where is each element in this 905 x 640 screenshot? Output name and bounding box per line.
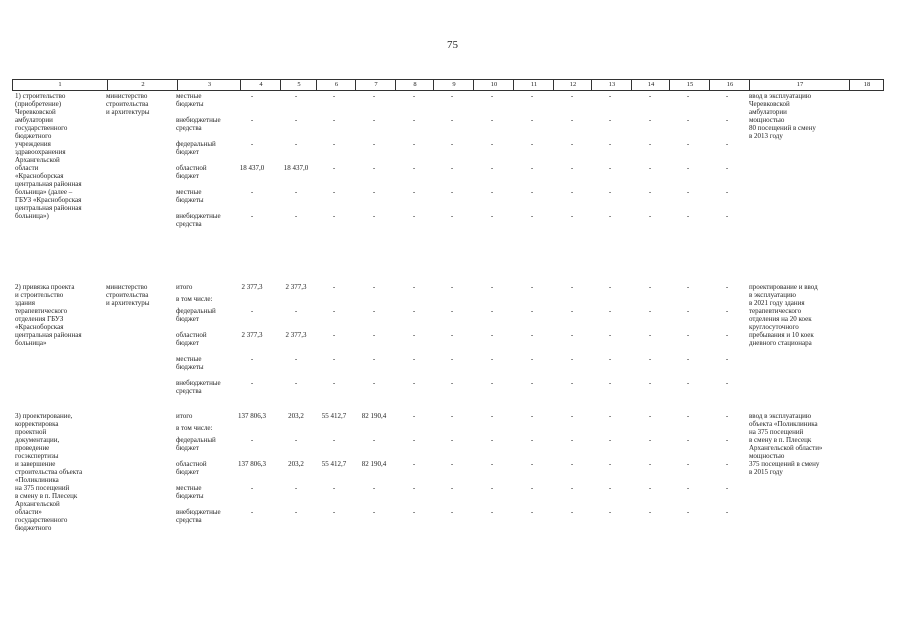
- funding-source: внебюджетные средства: [176, 379, 221, 395]
- cell-value: -: [294, 116, 298, 124]
- cell-value: -: [332, 283, 336, 291]
- cell-value: 137 806,3: [238, 460, 266, 468]
- cell-value: -: [608, 460, 612, 468]
- cell-value: -: [450, 188, 454, 196]
- funding-source: федеральный бюджет: [176, 436, 216, 452]
- cell-value: -: [648, 164, 652, 172]
- cell-value: -: [412, 283, 416, 291]
- cell-value: -: [570, 116, 574, 124]
- cell-value: -: [294, 188, 298, 196]
- cell-value: -: [648, 188, 652, 196]
- cell-value: -: [648, 436, 652, 444]
- funding-source: областной бюджет: [176, 460, 207, 476]
- cell-value: 55 412,7: [321, 460, 347, 468]
- cell-value: -: [530, 116, 534, 124]
- cell-value: 18 437,0: [239, 164, 265, 172]
- cell-value: -: [725, 484, 729, 492]
- cell-value: -: [608, 140, 612, 148]
- cell-value: 203,2: [288, 412, 304, 420]
- cell-value: -: [608, 331, 612, 339]
- cell-value: -: [450, 140, 454, 148]
- header-col-17: 17: [749, 80, 850, 90]
- cell-value: -: [294, 140, 298, 148]
- cell-value: -: [570, 212, 574, 220]
- funding-source: внебюджетные средства: [176, 508, 221, 524]
- cell-value: -: [332, 508, 336, 516]
- header-col-18: 18: [849, 80, 884, 90]
- item-description: 1) строительство (приобретение) Черевковской амбулатории государственного бюджетного учреждения здравоохранения Архангельской области «Красноборская центральная районная больница» (далее – ГБУЗ «Красноборская центральная районная больница»): [15, 92, 82, 220]
- cell-value: -: [294, 355, 298, 363]
- cell-value: -: [570, 140, 574, 148]
- header-col-11: 11: [513, 80, 554, 90]
- cell-value: -: [530, 307, 534, 315]
- cell-value: -: [450, 460, 454, 468]
- cell-value: -: [332, 188, 336, 196]
- cell-value: -: [686, 355, 690, 363]
- cell-value: -: [608, 212, 612, 220]
- cell-value: -: [530, 92, 534, 100]
- cell-value: -: [294, 484, 298, 492]
- cell-value: -: [725, 212, 729, 220]
- cell-value: -: [725, 283, 729, 291]
- cell-value: -: [570, 460, 574, 468]
- cell-value: -: [372, 436, 376, 444]
- cell-value: -: [570, 412, 574, 420]
- cell-value: -: [648, 307, 652, 315]
- cell-value: -: [570, 379, 574, 387]
- cell-value: -: [686, 484, 690, 492]
- cell-value: -: [332, 331, 336, 339]
- cell-value: -: [530, 484, 534, 492]
- cell-value: -: [490, 116, 494, 124]
- cell-value: -: [490, 140, 494, 148]
- cell-value: -: [648, 355, 652, 363]
- cell-value: -: [686, 164, 690, 172]
- cell-value: -: [332, 164, 336, 172]
- cell-value: -: [608, 164, 612, 172]
- cell-value: -: [608, 508, 612, 516]
- cell-value: -: [686, 92, 690, 100]
- cell-value: -: [608, 307, 612, 315]
- cell-value: -: [332, 307, 336, 315]
- cell-value: -: [412, 508, 416, 516]
- cell-value: -: [332, 355, 336, 363]
- cell-value: -: [648, 92, 652, 100]
- cell-value: -: [372, 508, 376, 516]
- cell-value: -: [490, 436, 494, 444]
- header-col-2: 2: [107, 80, 178, 90]
- header-col-10: 10: [473, 80, 514, 90]
- cell-value: -: [608, 484, 612, 492]
- cell-value: -: [648, 116, 652, 124]
- cell-value: -: [372, 307, 376, 315]
- cell-value: -: [570, 164, 574, 172]
- cell-value: -: [648, 331, 652, 339]
- item-description: 2) привязка проекта и строительство здания терапевтического отделения ГБУЗ «Красноборская центральная районная больница»: [15, 283, 82, 347]
- cell-value: -: [450, 331, 454, 339]
- cell-value: -: [686, 412, 690, 420]
- cell-value: -: [608, 188, 612, 196]
- cell-value: -: [686, 188, 690, 196]
- cell-value: -: [686, 116, 690, 124]
- cell-value: -: [372, 379, 376, 387]
- cell-value: -: [372, 212, 376, 220]
- cell-value: -: [294, 436, 298, 444]
- cell-value: -: [570, 355, 574, 363]
- cell-value: -: [450, 116, 454, 124]
- cell-value: -: [530, 140, 534, 148]
- funding-source: внебюджетные средства: [176, 212, 221, 228]
- cell-value: -: [450, 307, 454, 315]
- funding-source: внебюджетные средства: [176, 116, 221, 132]
- cell-value: -: [490, 212, 494, 220]
- cell-value: -: [648, 283, 652, 291]
- expected-result: ввод в эксплуатацию объекта «Поликлиника на 375 посещений в смену в п. Плесецк Архангельской области» мощностью 375 посещений в смену в 2015 году: [749, 412, 823, 476]
- cell-value: -: [608, 379, 612, 387]
- cell-value: -: [412, 140, 416, 148]
- cell-value: -: [570, 436, 574, 444]
- funding-source: местные бюджеты: [176, 92, 204, 108]
- cell-value: -: [372, 116, 376, 124]
- header-col-13: 13: [591, 80, 632, 90]
- cell-value: -: [725, 307, 729, 315]
- cell-value: -: [608, 116, 612, 124]
- cell-value: -: [648, 212, 652, 220]
- cell-value: -: [725, 164, 729, 172]
- cell-value: -: [450, 355, 454, 363]
- cell-value: -: [490, 188, 494, 196]
- cell-value: -: [530, 379, 534, 387]
- cell-value: -: [570, 331, 574, 339]
- cell-value: -: [332, 116, 336, 124]
- cell-value: -: [686, 460, 690, 468]
- cell-value: -: [648, 412, 652, 420]
- cell-value: -: [725, 92, 729, 100]
- cell-value: 18 437,0: [283, 164, 309, 172]
- cell-value: -: [570, 283, 574, 291]
- cell-value: -: [372, 92, 376, 100]
- cell-value: -: [412, 92, 416, 100]
- cell-value: -: [412, 436, 416, 444]
- funding-source: в том числе:: [176, 424, 213, 432]
- cell-value: -: [725, 436, 729, 444]
- cell-value: -: [570, 307, 574, 315]
- page-number: 75: [447, 39, 458, 51]
- cell-value: -: [648, 460, 652, 468]
- cell-value: -: [412, 188, 416, 196]
- cell-value: -: [372, 283, 376, 291]
- cell-value: -: [530, 508, 534, 516]
- header-col-7: 7: [355, 80, 396, 90]
- cell-value: -: [372, 331, 376, 339]
- cell-value: -: [686, 379, 690, 387]
- responsible-executor: министерство строительства и архитектуры: [106, 283, 150, 307]
- cell-value: -: [412, 212, 416, 220]
- cell-value: -: [412, 484, 416, 492]
- cell-value: -: [648, 379, 652, 387]
- expected-result: ввод в эксплуатацию Черевковской амбулатории мощностью 80 посещений в смену в 2013 году: [749, 92, 816, 140]
- cell-value: -: [450, 508, 454, 516]
- cell-value: -: [490, 379, 494, 387]
- cell-value: -: [412, 379, 416, 387]
- cell-value: -: [250, 436, 254, 444]
- cell-value: -: [490, 283, 494, 291]
- cell-value: -: [490, 355, 494, 363]
- cell-value: -: [490, 164, 494, 172]
- cell-value: 2 377,3: [241, 283, 263, 291]
- cell-value: -: [490, 412, 494, 420]
- cell-value: -: [250, 379, 254, 387]
- cell-value: -: [570, 508, 574, 516]
- cell-value: -: [725, 460, 729, 468]
- cell-value: -: [450, 412, 454, 420]
- funding-source: местные бюджеты: [176, 188, 204, 204]
- cell-value: -: [294, 92, 298, 100]
- cell-value: -: [686, 508, 690, 516]
- cell-value: -: [490, 460, 494, 468]
- funding-source: итого: [176, 283, 193, 291]
- cell-value: -: [570, 92, 574, 100]
- cell-value: -: [725, 508, 729, 516]
- cell-value: -: [250, 188, 254, 196]
- funding-source: областной бюджет: [176, 164, 207, 180]
- cell-value: -: [530, 283, 534, 291]
- funding-source: областной бюджет: [176, 331, 207, 347]
- cell-value: -: [450, 436, 454, 444]
- cell-value: -: [294, 379, 298, 387]
- cell-value: -: [686, 307, 690, 315]
- cell-value: -: [725, 412, 729, 420]
- item-description: 3) проектирование, корректировка проектной документации, проведение госэкспертизы и завершение строительства объекта «Поликлиника на 375 посещений в смену в п. Плесецк Архангельской области» государственного бюджетного: [15, 412, 83, 532]
- cell-value: -: [530, 436, 534, 444]
- cell-value: -: [608, 355, 612, 363]
- cell-value: 2 377,3: [241, 331, 263, 339]
- cell-value: -: [530, 460, 534, 468]
- cell-value: -: [490, 508, 494, 516]
- cell-value: -: [648, 508, 652, 516]
- cell-value: -: [490, 307, 494, 315]
- cell-value: -: [608, 283, 612, 291]
- cell-value: 203,2: [288, 460, 304, 468]
- cell-value: -: [686, 436, 690, 444]
- cell-value: -: [250, 212, 254, 220]
- cell-value: -: [450, 92, 454, 100]
- cell-value: -: [608, 92, 612, 100]
- cell-value: -: [412, 164, 416, 172]
- cell-value: -: [608, 436, 612, 444]
- cell-value: -: [412, 412, 416, 420]
- cell-value: -: [294, 212, 298, 220]
- cell-value: -: [450, 212, 454, 220]
- cell-value: -: [530, 212, 534, 220]
- cell-value: 82 190,4: [361, 460, 387, 468]
- funding-source: в том числе:: [176, 295, 213, 303]
- header-col-1: 1: [58, 81, 62, 88]
- cell-value: -: [686, 140, 690, 148]
- funding-source: итого: [176, 412, 193, 420]
- cell-value: -: [250, 355, 254, 363]
- cell-value: -: [412, 307, 416, 315]
- expected-result: проектирование и ввод в эксплуатацию в 2021 году здания терапевтического отделения на 20 коек круглосуточного пребывания и 10 коек дневного стационара: [749, 283, 818, 347]
- cell-value: -: [332, 140, 336, 148]
- cell-value: -: [725, 379, 729, 387]
- cell-value: -: [372, 355, 376, 363]
- cell-value: -: [450, 379, 454, 387]
- cell-value: -: [530, 188, 534, 196]
- funding-source: федеральный бюджет: [176, 307, 216, 323]
- cell-value: -: [725, 355, 729, 363]
- cell-value: -: [725, 116, 729, 124]
- funding-source: местные бюджеты: [176, 355, 204, 371]
- cell-value: -: [250, 92, 254, 100]
- cell-value: -: [608, 412, 612, 420]
- cell-value: -: [412, 116, 416, 124]
- cell-value: -: [372, 140, 376, 148]
- cell-value: -: [648, 484, 652, 492]
- cell-value: -: [372, 484, 376, 492]
- cell-value: -: [372, 164, 376, 172]
- cell-value: -: [530, 331, 534, 339]
- cell-value: -: [250, 116, 254, 124]
- funding-source: местные бюджеты: [176, 484, 204, 500]
- cell-value: -: [450, 283, 454, 291]
- cell-value: -: [490, 92, 494, 100]
- header-col-4: 4: [240, 80, 281, 90]
- cell-value: -: [686, 331, 690, 339]
- cell-value: -: [725, 188, 729, 196]
- cell-value: -: [332, 436, 336, 444]
- cell-value: 2 377,3: [285, 283, 307, 291]
- table-header: [12, 79, 884, 91]
- cell-value: -: [250, 508, 254, 516]
- cell-value: -: [530, 412, 534, 420]
- cell-value: -: [570, 188, 574, 196]
- header-col-3: 3: [177, 80, 241, 90]
- cell-value: -: [412, 355, 416, 363]
- cell-value: -: [490, 331, 494, 339]
- cell-value: -: [332, 92, 336, 100]
- cell-value: -: [332, 484, 336, 492]
- cell-value: 82 190,4: [361, 412, 387, 420]
- header-col-5: 5: [280, 80, 317, 90]
- cell-value: -: [648, 140, 652, 148]
- header-col-16: 16: [709, 80, 750, 90]
- header-col-8: 8: [395, 80, 434, 90]
- cell-value: -: [686, 212, 690, 220]
- header-col-14: 14: [631, 80, 670, 90]
- cell-value: -: [412, 331, 416, 339]
- cell-value: -: [490, 484, 494, 492]
- cell-value: -: [450, 164, 454, 172]
- cell-value: -: [725, 331, 729, 339]
- cell-value: -: [250, 307, 254, 315]
- cell-value: -: [450, 484, 454, 492]
- cell-value: -: [332, 379, 336, 387]
- header-col-15: 15: [669, 80, 710, 90]
- cell-value: -: [332, 212, 336, 220]
- cell-value: -: [530, 164, 534, 172]
- cell-value: -: [412, 460, 416, 468]
- funding-source: федеральный бюджет: [176, 140, 216, 156]
- header-col-9: 9: [433, 80, 474, 90]
- cell-value: 137 806,3: [238, 412, 266, 420]
- cell-value: -: [250, 140, 254, 148]
- header-col-6: 6: [316, 80, 356, 90]
- cell-value: 55 412,7: [321, 412, 347, 420]
- cell-value: -: [372, 188, 376, 196]
- cell-value: -: [294, 508, 298, 516]
- cell-value: 2 377,3: [285, 331, 307, 339]
- cell-value: -: [250, 484, 254, 492]
- cell-value: -: [686, 283, 690, 291]
- responsible-executor: министерство строительства и архитектуры: [106, 92, 150, 116]
- cell-value: -: [294, 307, 298, 315]
- cell-value: -: [530, 355, 534, 363]
- cell-value: -: [570, 484, 574, 492]
- cell-value: -: [725, 140, 729, 148]
- header-col-12: 12: [553, 80, 592, 90]
